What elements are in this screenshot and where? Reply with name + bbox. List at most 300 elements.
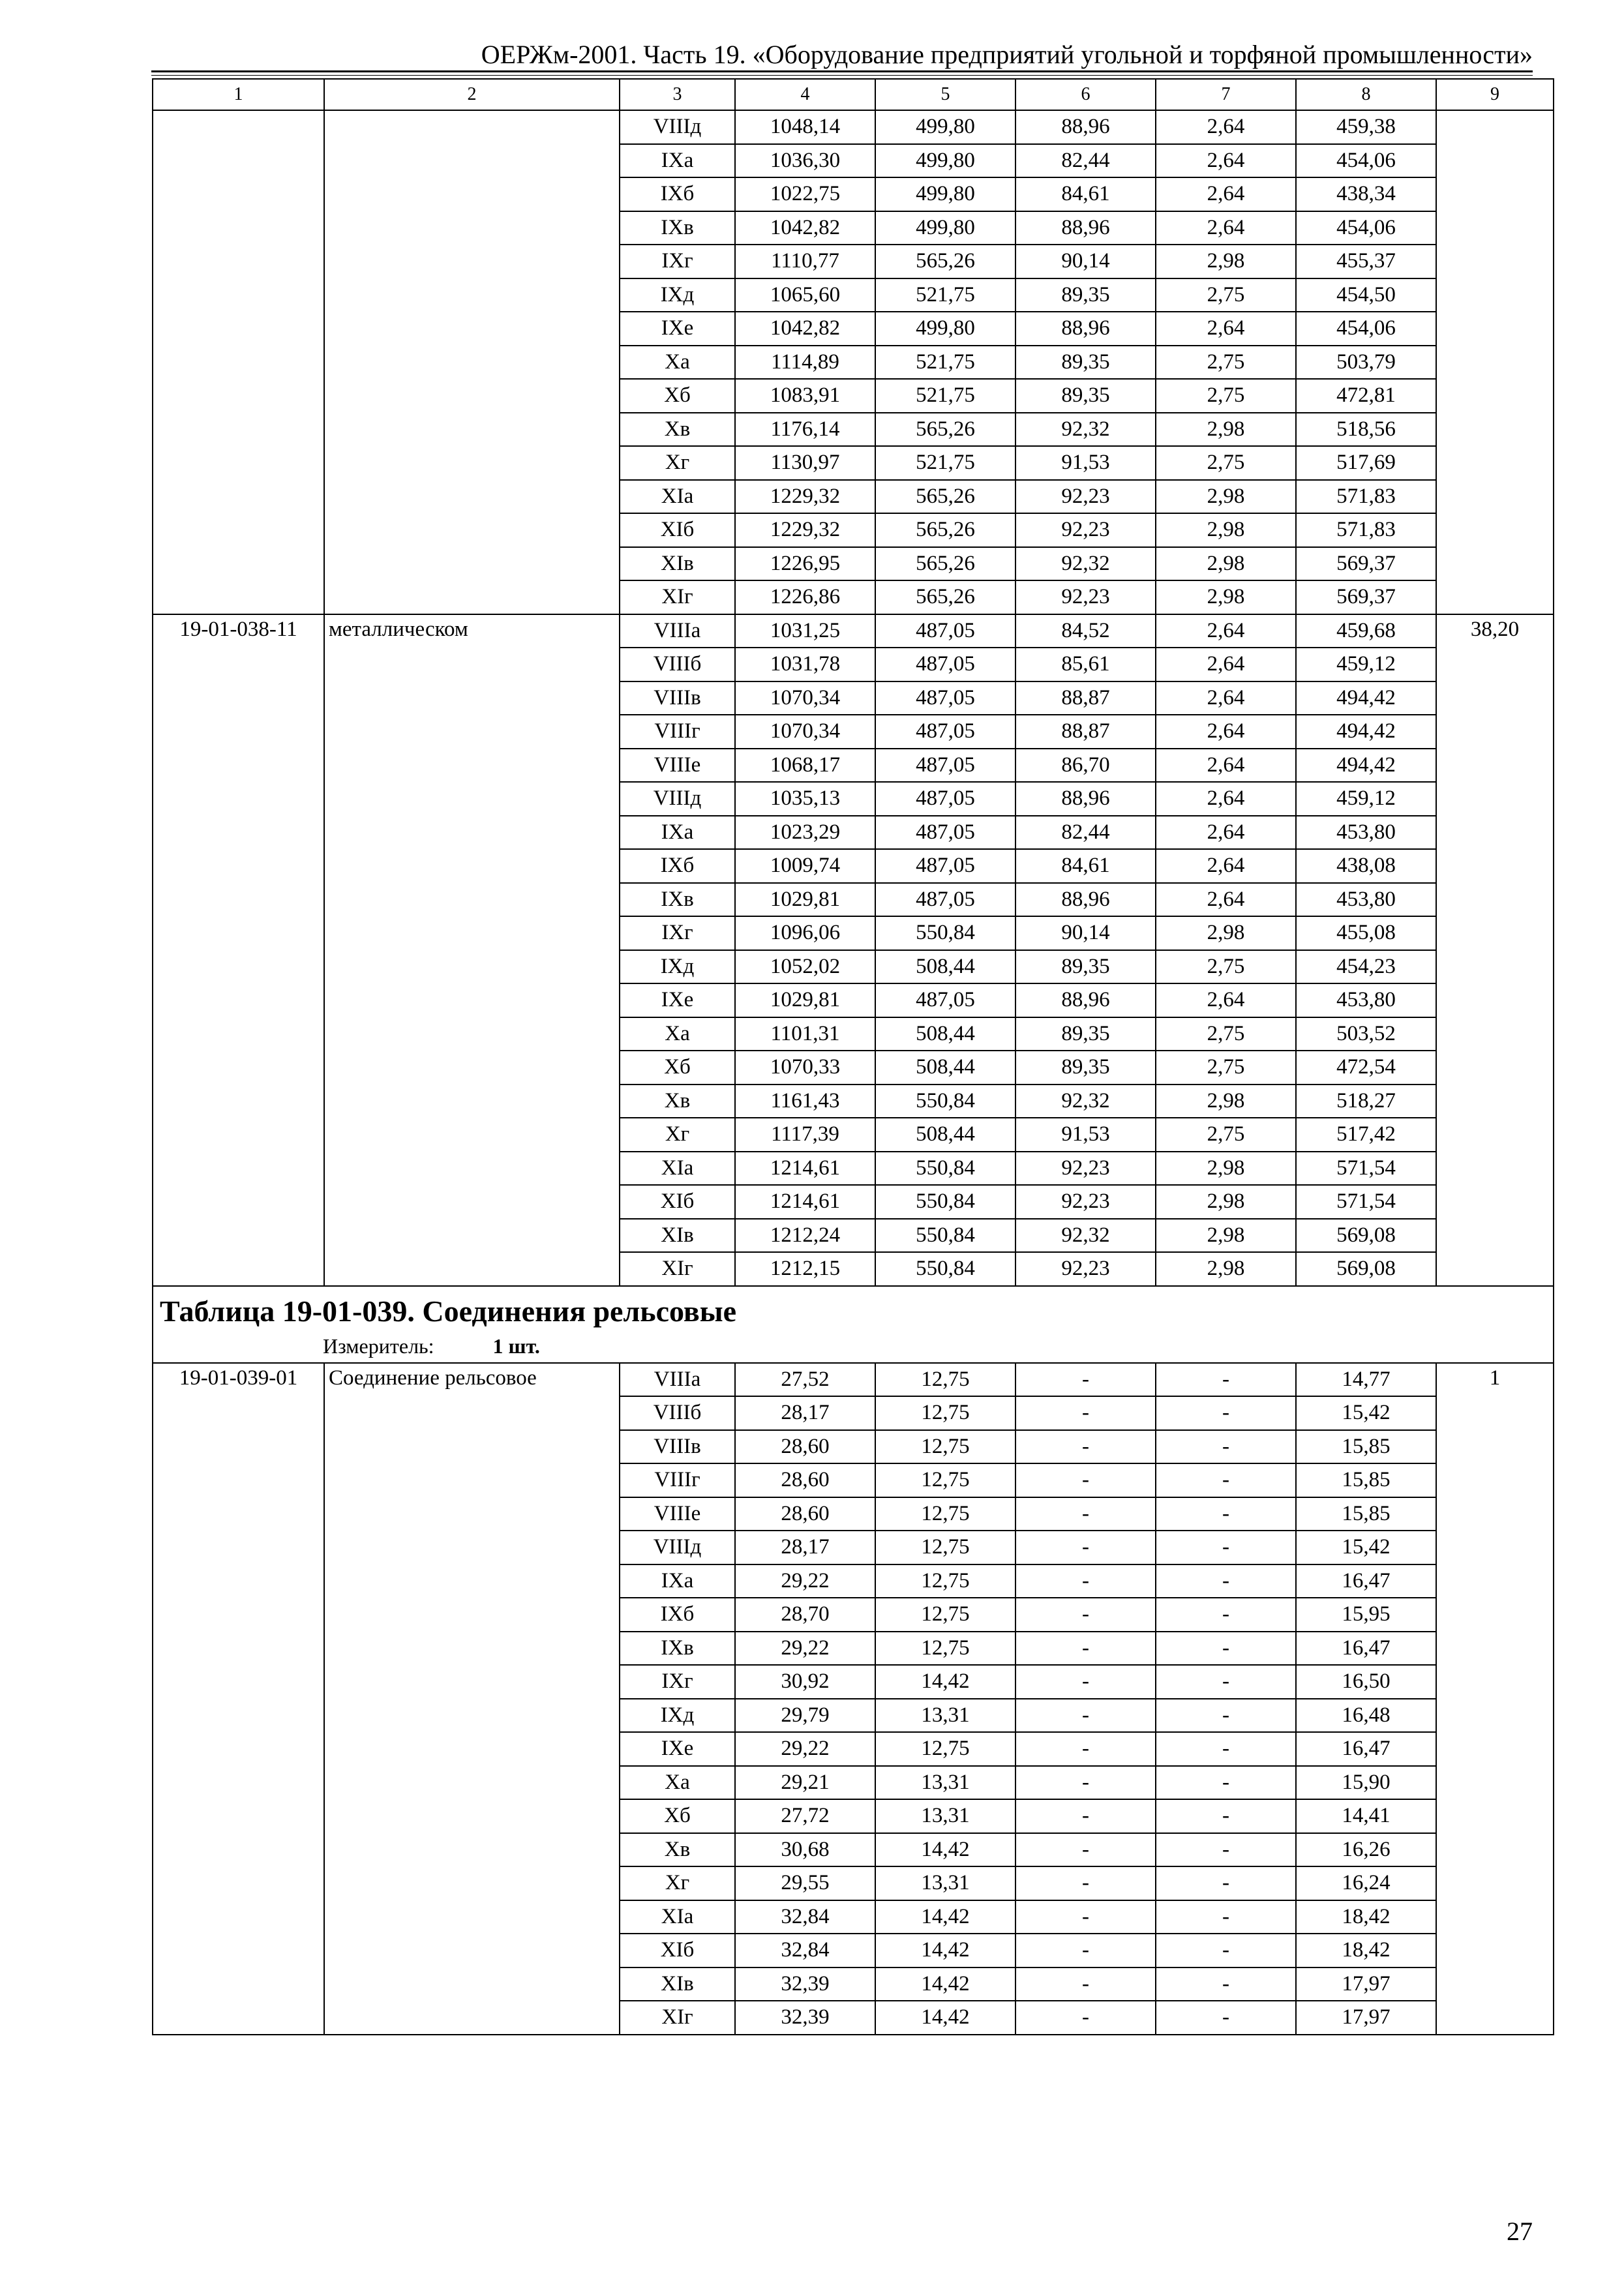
value-cell: VIIIб	[620, 648, 735, 681]
value-cell: 2,75	[1156, 346, 1296, 380]
value-cell: 487,05	[875, 681, 1015, 715]
value-cell: 1029,81	[735, 883, 875, 917]
value-cell: 571,54	[1296, 1185, 1436, 1219]
value-cell: -	[1015, 1833, 1156, 1867]
value-cell: 550,84	[875, 1152, 1015, 1186]
value-cell: 29,79	[735, 1699, 875, 1733]
unit-value: 1 шт.	[492, 1334, 540, 1358]
value-cell: 1070,34	[735, 681, 875, 715]
value-cell: -	[1156, 1799, 1296, 1833]
value-cell: 28,17	[735, 1396, 875, 1430]
value-cell: -	[1156, 1766, 1296, 1800]
value-cell: 2,98	[1156, 547, 1296, 581]
value-cell: 14,42	[875, 1833, 1015, 1867]
value-cell: 2,98	[1156, 580, 1296, 614]
value-cell: 1031,78	[735, 648, 875, 681]
value-cell: Xа	[620, 1017, 735, 1051]
value-cell: 1042,82	[735, 312, 875, 346]
table-body	[153, 79, 1554, 2035]
value-cell: 565,26	[875, 547, 1015, 581]
value-cell: 89,35	[1015, 278, 1156, 312]
value-cell: VIIIд	[620, 782, 735, 816]
value-cell: 15,85	[1296, 1463, 1436, 1497]
value-cell: 459,68	[1296, 614, 1436, 648]
value-cell: 438,34	[1296, 177, 1436, 211]
value-cell: 16,47	[1296, 1632, 1436, 1666]
value-cell: 1229,32	[735, 513, 875, 547]
value-cell: IXд	[620, 278, 735, 312]
value-cell: XIв	[620, 1219, 735, 1253]
value-cell: -	[1156, 1900, 1296, 1934]
value-cell: 82,44	[1015, 144, 1156, 178]
value-cell: VIIIг	[620, 1463, 735, 1497]
value-cell: 1212,15	[735, 1252, 875, 1286]
value-cell: 89,35	[1015, 950, 1156, 984]
value-cell: XIа	[620, 480, 735, 514]
value-cell: 2,64	[1156, 144, 1296, 178]
value-cell: 88,96	[1015, 211, 1156, 245]
value-cell: -	[1156, 1430, 1296, 1464]
value-cell: 16,48	[1296, 1699, 1436, 1733]
header-rule	[151, 70, 1533, 72]
value-cell: VIIIа	[620, 1363, 735, 1397]
value-cell: 12,75	[875, 1564, 1015, 1598]
value-cell: -	[1015, 1430, 1156, 1464]
value-cell: -	[1015, 1363, 1156, 1397]
value-cell: 1130,97	[735, 446, 875, 480]
value-cell: 550,84	[875, 916, 1015, 950]
value-cell: -	[1156, 1732, 1296, 1766]
value-cell: 2,64	[1156, 312, 1296, 346]
value-cell: XIг	[620, 1252, 735, 1286]
value-cell: 90,14	[1015, 245, 1156, 278]
value-cell: 88,87	[1015, 681, 1156, 715]
value-cell: 459,12	[1296, 648, 1436, 681]
value-cell: XIб	[620, 1934, 735, 1967]
value-cell: Xв	[620, 1833, 735, 1867]
value-cell: 1068,17	[735, 749, 875, 783]
column-number: 6	[1015, 79, 1156, 110]
value-cell: 1114,89	[735, 346, 875, 380]
value-cell: 12,75	[875, 1396, 1015, 1430]
value-cell: 2,75	[1156, 379, 1296, 413]
value-cell: XIв	[620, 1967, 735, 2001]
table-row	[153, 1363, 1554, 1397]
value-cell: 13,31	[875, 1866, 1015, 1900]
value-cell: 487,05	[875, 883, 1015, 917]
value-cell: 15,42	[1296, 1531, 1436, 1564]
value-cell: 499,80	[875, 144, 1015, 178]
value-cell: 455,08	[1296, 916, 1436, 950]
value-cell: 2,98	[1156, 1219, 1296, 1253]
value-cell: 91,53	[1015, 446, 1156, 480]
value-cell: 565,26	[875, 245, 1015, 278]
value-cell: XIа	[620, 1900, 735, 1934]
value-cell: 2,64	[1156, 983, 1296, 1017]
value-cell: 29,55	[735, 1866, 875, 1900]
value-cell: 17,97	[1296, 2001, 1436, 2035]
value-cell: Xг	[620, 1118, 735, 1152]
value-cell: IXв	[620, 211, 735, 245]
value-cell: 28,60	[735, 1463, 875, 1497]
value-cell: 438,08	[1296, 849, 1436, 883]
value-cell: XIг	[620, 2001, 735, 2035]
value-cell: -	[1015, 1564, 1156, 1598]
value-cell: 1065,60	[735, 278, 875, 312]
value-cell: 454,23	[1296, 950, 1436, 984]
value-cell: 2,64	[1156, 749, 1296, 783]
value-cell: 550,84	[875, 1185, 1015, 1219]
value-cell: 88,96	[1015, 110, 1156, 144]
value-cell: 1042,82	[735, 211, 875, 245]
value-cell: 565,26	[875, 513, 1015, 547]
value-cell: 16,26	[1296, 1833, 1436, 1867]
value-cell: 18,42	[1296, 1900, 1436, 1934]
value-cell: 2,98	[1156, 1152, 1296, 1186]
value-cell: 569,37	[1296, 547, 1436, 581]
value-cell: 90,14	[1015, 916, 1156, 950]
value-cell: 29,22	[735, 1632, 875, 1666]
value-cell: XIг	[620, 580, 735, 614]
value-cell: 1226,95	[735, 547, 875, 581]
value-cell: 12,75	[875, 1598, 1015, 1632]
value-cell: 2,75	[1156, 1017, 1296, 1051]
value-cell: Xг	[620, 446, 735, 480]
value-cell: 508,44	[875, 1051, 1015, 1085]
value-cell: 1036,30	[735, 144, 875, 178]
table-row	[153, 614, 1554, 648]
value-cell: 499,80	[875, 211, 1015, 245]
col9-cell	[1436, 110, 1554, 614]
value-cell: -	[1015, 1967, 1156, 2001]
value-cell: 1096,06	[735, 916, 875, 950]
value-cell: 12,75	[875, 1363, 1015, 1397]
value-cell: 2,64	[1156, 648, 1296, 681]
value-cell: 1101,31	[735, 1017, 875, 1051]
value-cell: 1110,77	[735, 245, 875, 278]
value-cell: 29,22	[735, 1564, 875, 1598]
value-cell: IXд	[620, 950, 735, 984]
value-cell: 521,75	[875, 278, 1015, 312]
value-cell: 571,83	[1296, 513, 1436, 547]
value-cell: 88,96	[1015, 312, 1156, 346]
value-cell: 494,42	[1296, 681, 1436, 715]
value-cell: 454,06	[1296, 144, 1436, 178]
value-cell: Xв	[620, 1085, 735, 1118]
value-cell: 16,47	[1296, 1732, 1436, 1766]
value-cell: 13,31	[875, 1699, 1015, 1733]
value-cell: VIIIд	[620, 1531, 735, 1564]
value-cell: Xб	[620, 1799, 735, 1833]
value-cell: 1117,39	[735, 1118, 875, 1152]
value-cell: 2,98	[1156, 1085, 1296, 1118]
value-cell: 487,05	[875, 715, 1015, 749]
value-cell: -	[1015, 1463, 1156, 1497]
value-cell: 2,98	[1156, 513, 1296, 547]
value-cell: 569,08	[1296, 1252, 1436, 1286]
code-cell	[153, 110, 324, 614]
value-cell: 1070,34	[735, 715, 875, 749]
col9-cell: 38,20	[1436, 614, 1554, 1286]
section-header	[153, 1286, 1554, 1363]
section-header-row	[153, 1286, 1554, 1363]
value-cell: IXг	[620, 1665, 735, 1699]
column-number: 4	[735, 79, 875, 110]
value-cell: VIIIв	[620, 1430, 735, 1464]
value-cell: 12,75	[875, 1531, 1015, 1564]
value-cell: 18,42	[1296, 1934, 1436, 1967]
price-table	[152, 78, 1554, 2035]
value-cell: 1009,74	[735, 849, 875, 883]
value-cell: -	[1156, 1598, 1296, 1632]
value-cell: 2,75	[1156, 278, 1296, 312]
value-cell: 453,80	[1296, 816, 1436, 850]
value-cell: -	[1156, 1463, 1296, 1497]
value-cell: 453,80	[1296, 983, 1436, 1017]
value-cell: 454,06	[1296, 312, 1436, 346]
value-cell: 2,64	[1156, 211, 1296, 245]
value-cell: 569,37	[1296, 580, 1436, 614]
value-cell: 1022,75	[735, 177, 875, 211]
value-cell: 1229,32	[735, 480, 875, 514]
value-cell: 28,60	[735, 1430, 875, 1464]
value-cell: 459,38	[1296, 110, 1436, 144]
value-cell: 550,84	[875, 1219, 1015, 1253]
name-cell	[324, 110, 620, 614]
value-cell: 32,84	[735, 1900, 875, 1934]
column-number: 9	[1436, 79, 1554, 110]
value-cell: 1048,14	[735, 110, 875, 144]
value-cell: 487,05	[875, 983, 1015, 1017]
value-cell: 565,26	[875, 580, 1015, 614]
value-cell: Xа	[620, 346, 735, 380]
value-cell: IXд	[620, 1699, 735, 1733]
value-cell: 92,23	[1015, 1152, 1156, 1186]
value-cell: 14,41	[1296, 1799, 1436, 1833]
value-cell: 2,64	[1156, 816, 1296, 850]
value-cell: -	[1156, 1833, 1296, 1867]
name-cell: Соединение рельсовое	[324, 1363, 620, 2035]
value-cell: -	[1015, 1934, 1156, 1967]
column-number-row	[153, 79, 1554, 110]
value-cell: IXб	[620, 849, 735, 883]
value-cell: 503,79	[1296, 346, 1436, 380]
value-cell: 15,42	[1296, 1396, 1436, 1430]
value-cell: IXг	[620, 916, 735, 950]
value-cell: 14,42	[875, 1665, 1015, 1699]
col9-cell: 1	[1436, 1363, 1554, 2035]
value-cell: -	[1156, 1699, 1296, 1733]
value-cell: XIб	[620, 1185, 735, 1219]
value-cell: 565,26	[875, 413, 1015, 447]
value-cell: 84,52	[1015, 614, 1156, 648]
value-cell: 550,84	[875, 1252, 1015, 1286]
value-cell: VIIIе	[620, 749, 735, 783]
value-cell: 14,42	[875, 1967, 1015, 2001]
value-cell: 14,42	[875, 1934, 1015, 1967]
value-cell: 1023,29	[735, 816, 875, 850]
value-cell: 15,95	[1296, 1598, 1436, 1632]
value-cell: -	[1015, 1799, 1156, 1833]
value-cell: 27,52	[735, 1363, 875, 1397]
value-cell: 472,54	[1296, 1051, 1436, 1085]
value-cell: 2,75	[1156, 1118, 1296, 1152]
value-cell: 1083,91	[735, 379, 875, 413]
column-number: 7	[1156, 79, 1296, 110]
value-cell: IXа	[620, 1564, 735, 1598]
value-cell: 12,75	[875, 1463, 1015, 1497]
value-cell: 487,05	[875, 782, 1015, 816]
value-cell: 29,21	[735, 1766, 875, 1800]
value-cell: 92,23	[1015, 1185, 1156, 1219]
column-number: 5	[875, 79, 1015, 110]
value-cell: 494,42	[1296, 715, 1436, 749]
value-cell: 550,84	[875, 1085, 1015, 1118]
value-cell: -	[1156, 1665, 1296, 1699]
value-cell: -	[1015, 1396, 1156, 1430]
value-cell: 2,64	[1156, 849, 1296, 883]
value-cell: 92,23	[1015, 513, 1156, 547]
value-cell: -	[1156, 1632, 1296, 1666]
value-cell: 508,44	[875, 950, 1015, 984]
value-cell: 487,05	[875, 849, 1015, 883]
value-cell: 455,37	[1296, 245, 1436, 278]
value-cell: 2,75	[1156, 446, 1296, 480]
value-cell: 1035,13	[735, 782, 875, 816]
value-cell: 30,68	[735, 1833, 875, 1867]
value-cell: XIв	[620, 547, 735, 581]
value-cell: 2,64	[1156, 110, 1296, 144]
value-cell: XIб	[620, 513, 735, 547]
value-cell: 571,83	[1296, 480, 1436, 514]
value-cell: 16,47	[1296, 1564, 1436, 1598]
running-header-title: ОЕРЖм-2001. Часть 19. «Оборудование предприятий угольной и торфяной промышленности»	[481, 40, 1533, 69]
value-cell: 32,39	[735, 2001, 875, 2035]
value-cell: 91,53	[1015, 1118, 1156, 1152]
value-cell: IXе	[620, 983, 735, 1017]
value-cell: 503,52	[1296, 1017, 1436, 1051]
value-cell: 88,87	[1015, 715, 1156, 749]
value-cell: 521,75	[875, 379, 1015, 413]
value-cell: -	[1015, 1866, 1156, 1900]
value-cell: 12,75	[875, 1732, 1015, 1766]
value-cell: -	[1156, 1564, 1296, 1598]
value-cell: 12,75	[875, 1430, 1015, 1464]
value-cell: 2,64	[1156, 681, 1296, 715]
column-number: 8	[1296, 79, 1436, 110]
value-cell: IXг	[620, 245, 735, 278]
value-cell: 1031,25	[735, 614, 875, 648]
value-cell: 1070,33	[735, 1051, 875, 1085]
value-cell: 85,61	[1015, 648, 1156, 681]
value-cell: 453,80	[1296, 883, 1436, 917]
value-cell: 1052,02	[735, 950, 875, 984]
value-cell: 14,42	[875, 2001, 1015, 2035]
value-cell: 92,32	[1015, 1219, 1156, 1253]
value-cell: 2,64	[1156, 715, 1296, 749]
unit-label: Измеритель:	[323, 1334, 434, 1358]
value-cell: 1214,61	[735, 1185, 875, 1219]
value-cell: 2,75	[1156, 1051, 1296, 1085]
value-cell: VIIIг	[620, 715, 735, 749]
value-cell: 472,81	[1296, 379, 1436, 413]
value-cell: Xб	[620, 1051, 735, 1085]
value-cell: 499,80	[875, 312, 1015, 346]
value-cell: 14,42	[875, 1900, 1015, 1934]
value-cell: 508,44	[875, 1017, 1015, 1051]
value-cell: 12,75	[875, 1497, 1015, 1531]
value-cell: 494,42	[1296, 749, 1436, 783]
value-cell: 2,64	[1156, 782, 1296, 816]
value-cell: 571,54	[1296, 1152, 1436, 1186]
value-cell: 1029,81	[735, 983, 875, 1017]
value-cell: -	[1015, 1699, 1156, 1733]
value-cell: 15,85	[1296, 1430, 1436, 1464]
value-cell: 487,05	[875, 816, 1015, 850]
value-cell: -	[1015, 1497, 1156, 1531]
value-cell: 2,98	[1156, 916, 1296, 950]
value-cell: 89,35	[1015, 1051, 1156, 1085]
value-cell: 2,98	[1156, 245, 1296, 278]
value-cell: IXе	[620, 312, 735, 346]
value-cell: 487,05	[875, 648, 1015, 681]
value-cell: -	[1015, 1531, 1156, 1564]
value-cell: -	[1156, 1497, 1296, 1531]
code-cell: 19-01-038-11	[153, 614, 324, 1286]
unit-line	[160, 1331, 1546, 1361]
value-cell: 32,39	[735, 1967, 875, 2001]
value-cell: 1214,61	[735, 1152, 875, 1186]
value-cell: 89,35	[1015, 346, 1156, 380]
value-cell: Xб	[620, 379, 735, 413]
column-number: 2	[324, 79, 620, 110]
value-cell: 28,17	[735, 1531, 875, 1564]
value-cell: -	[1156, 1363, 1296, 1397]
value-cell: 92,23	[1015, 480, 1156, 514]
value-cell: 2,98	[1156, 413, 1296, 447]
value-cell: 92,32	[1015, 547, 1156, 581]
value-cell: -	[1015, 1632, 1156, 1666]
value-cell: 487,05	[875, 749, 1015, 783]
value-cell: 521,75	[875, 446, 1015, 480]
value-cell: Xг	[620, 1866, 735, 1900]
value-cell: -	[1015, 1665, 1156, 1699]
value-cell: 14,77	[1296, 1363, 1436, 1397]
value-cell: -	[1015, 1732, 1156, 1766]
value-cell: IXа	[620, 816, 735, 850]
value-cell: 86,70	[1015, 749, 1156, 783]
column-number: 3	[620, 79, 735, 110]
value-cell: -	[1015, 1766, 1156, 1800]
value-cell: 92,23	[1015, 580, 1156, 614]
value-cell: -	[1015, 1900, 1156, 1934]
value-cell: IXб	[620, 1598, 735, 1632]
column-number: 1	[153, 79, 324, 110]
value-cell: VIIIа	[620, 614, 735, 648]
value-cell: 1161,43	[735, 1085, 875, 1118]
value-cell: 92,23	[1015, 1252, 1156, 1286]
value-cell: VIIIе	[620, 1497, 735, 1531]
value-cell: VIIIд	[620, 110, 735, 144]
value-cell: -	[1156, 1396, 1296, 1430]
value-cell: 13,31	[875, 1766, 1015, 1800]
value-cell: 84,61	[1015, 177, 1156, 211]
value-cell: -	[1156, 1866, 1296, 1900]
value-cell: 12,75	[875, 1632, 1015, 1666]
value-cell: 92,32	[1015, 1085, 1156, 1118]
value-cell: 32,84	[735, 1934, 875, 1967]
section-title: Таблица 19-01-039. Соединения рельсовые	[160, 1294, 737, 1328]
